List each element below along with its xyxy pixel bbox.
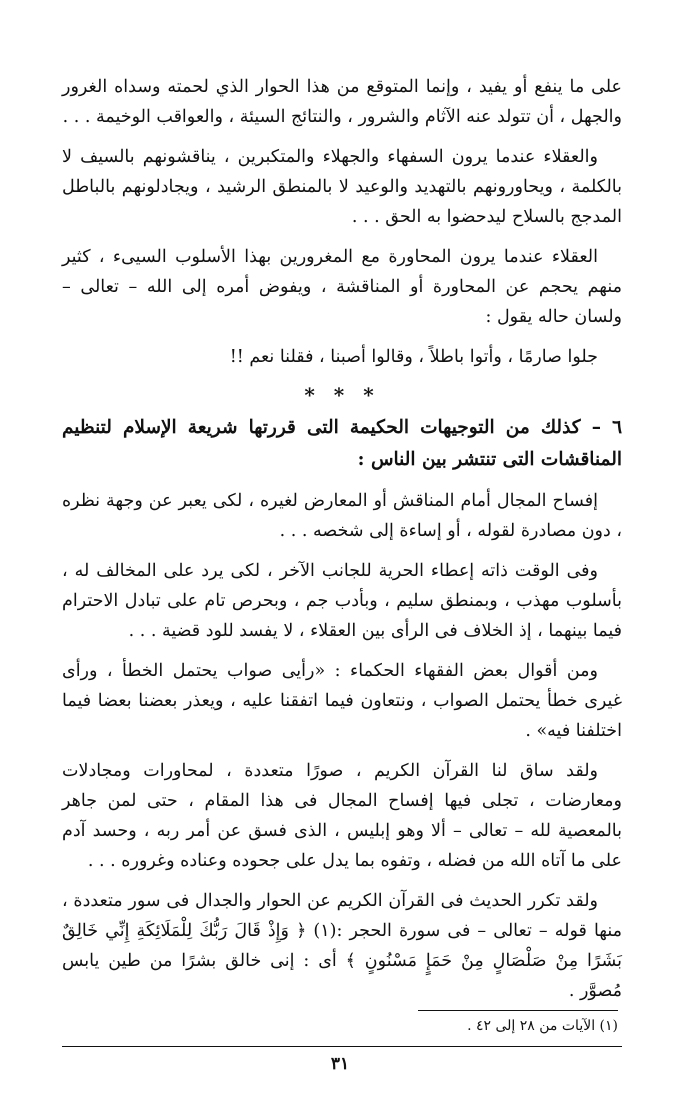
paragraph-6: وفى الوقت ذاته إعطاء الحرية للجانب الآخر ، لكى يرد على المخالف له ، بأسلوب مهذب ، وبمنطق سليم ، وبأدب جم ، وبحرص تام على تبادل الاحترام فيما بينهما ، إذ الخلاف فى الرأى بين العقلاء ، لا يفسد للود قضية . . .	[62, 561, 622, 641]
paragraph-9: ولقد تكرر الحديث فى القرآن الكريم عن الحوار والجدال فى سور متعددة ، منها قوله – تعالى – فى سورة الحجر :(١) ﴿ وَإِذْ قَالَ رَبُّكَ لِلْمَلَائِكَةِ إِنِّي خَالِقٌ بَشَرًا مِنْ صَلْصَالٍ مِنْ حَمَإٍ مَسْنُونٍ ﴾ أى : إنى خالق بشرًا من طين يابس مُصوَّر .	[62, 891, 622, 1001]
footnote: (١) الآيات من ٢٨ إلى ٤٢ .	[467, 1018, 618, 1034]
paragraph-8: ولقد ساق لنا القرآن الكريم ، صورًا متعددة ، لمحاورات ومجادلات ومعارضات ، تجلى فيها إفساح المجال فى هذا المقام ، حتى لمن جاهر بالمعصية لله – تعالى – ألا وهو إبليس ، الذى فسق عن أمر ربه ، وحسد آدم على ما آتاه الله من فضله ، وتفوه بما يدل على جحوده وعناده وغروره . . .	[62, 761, 622, 871]
paragraph-4: جلوا صارمًا ، وأتوا باطلاً ، وقالوا أصبنا ، فقلنا نعم !!	[229, 347, 598, 367]
paragraph-1: على ما ينفع أو يفيد ، وإنما المتوقع من هذا الحوار الذي لحمته وسداه الغرور والجهل ، أن تتولد عنه الآثام والشرور ، والنتائج السيئة ، والعواقب الوخيمة . . .	[62, 77, 622, 127]
section-heading: ٦ – كذلك من التوجيهات الحكيمة التى قررتها شريعة الإسلام لتنظيم المناقشات التى تنتشر بين الناس :	[62, 417, 622, 470]
paragraph-2: والعقلاء عندما يرون السفهاء والجهلاء والمتكبرين ، يناقشونهم بالسيف لا بالكلمة ، ويحاورونهم بالتهديد والوعيد لا بالمنطق الرشيد ، ويجادلونهم بالباطل المدجج بالسلاح ليدحضوا به الحق . . .	[62, 147, 622, 227]
paragraph-5: إفساح المجال أمام المناقش أو المعارض لغيره ، لكى يعبر عن وجهة نظره ، دون مصادرة لقوله ، أو إساءة إلى شخصه . . .	[62, 491, 622, 541]
section-separator: * * *	[304, 383, 380, 407]
page-body	[62, 72, 622, 1016]
paragraph-7: ومن أقوال بعض الفقهاء الحكماء : «رأيى صواب يحتمل الخطأ ، ورأى غيرى خطأ يحتمل الصواب ، ونتعاون فيما اتفقنا عليه ، ويعذر بعضنا بعضا فيما اختلفنا فيه» .	[62, 661, 622, 741]
page-number: ٣١	[330, 1054, 350, 1074]
paragraph-3: العقلاء عندما يرون المحاورة مع المغرورين بهذا الأسلوب السيىء ، كثير منهم يحجم عن المحاورة أو المناقشة ، ويفوض أمره إلى الله – تعالى – ولسان حاله يقول :	[62, 247, 622, 327]
page-bottom-rule	[62, 1046, 622, 1047]
footnote-divider	[418, 1010, 618, 1011]
